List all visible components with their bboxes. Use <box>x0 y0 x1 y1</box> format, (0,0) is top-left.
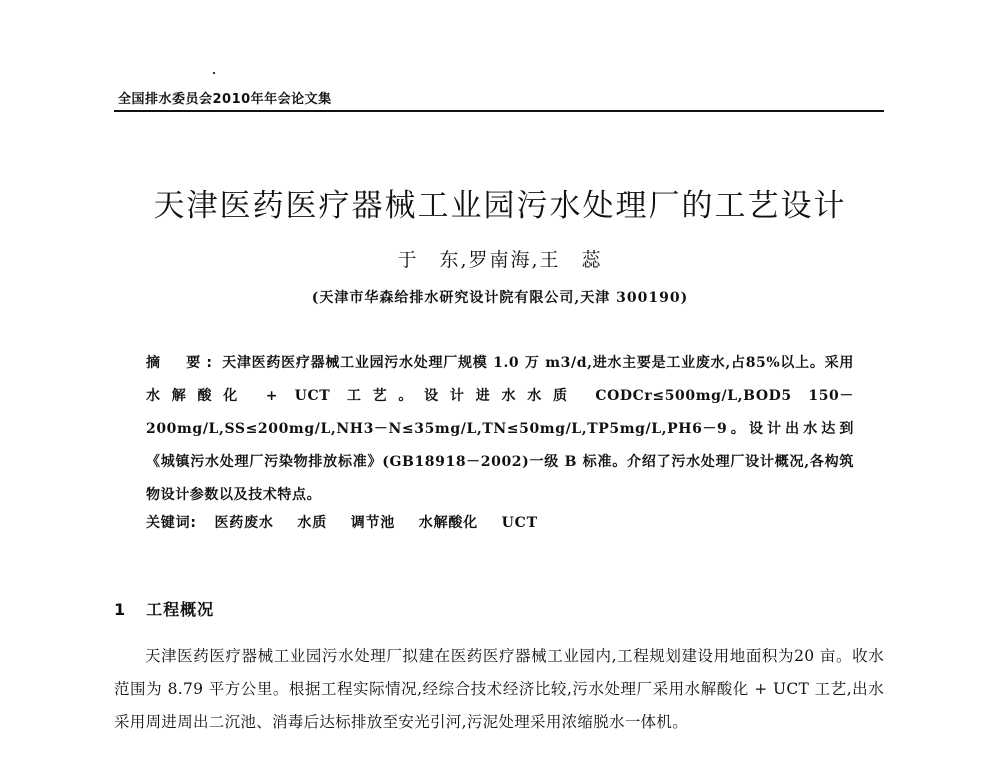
section-heading <box>114 597 214 620</box>
paper-title: 天津医药医疗器械工业园污水处理厂的工艺设计 <box>153 188 847 224</box>
abstract-label: 摘 要: <box>146 355 219 371</box>
keywords-label: 关键词: <box>146 515 197 531</box>
keyword-item: 水解酸化 <box>418 515 478 531</box>
affiliation: (天津市华森给排水研究设计院有限公司,天津 300190) <box>311 290 689 306</box>
keyword-item: 医药废水 <box>214 515 274 531</box>
header-rule <box>114 110 884 112</box>
keywords <box>146 512 556 532</box>
keyword-item: 水质 <box>297 515 327 531</box>
author-list: 于 东,罗南海,王 蕊 <box>397 249 603 271</box>
keyword-item: UCT <box>501 515 538 531</box>
running-header: 全国排水委员会2010年年会论文集 <box>118 92 332 107</box>
keyword-item: 调节池 <box>350 515 396 531</box>
section-number: 1 <box>114 600 127 619</box>
abstract <box>146 347 854 512</box>
body-paragraph: 天津医药医疗器械工业园污水处理厂拟建在医药医疗器械工业园内,工程规划建设用地面积为20 亩。收水范围为 8.79 平方公里。根据工程实际情况,经综合技术经济比较,污水处理厂采用水解酸化 + UCT 工艺,出水采用周进周出二沉池、消毒后达标排放至安光引河,污泥处理采用浓缩脱水一体机。 <box>114 647 884 731</box>
abstract-text: 天津医药医疗器械工业园污水处理厂规模 1.0 万 m3/d,进水主要是工业废水,占85%以上。采用水解酸化 + UCT 工艺。设计进水水质 CODCr≤500mg/L,BOD5 150－200mg/L,SS≤200mg/L,NH3－N≤35mg/L,TN≤50mg/L,TP5mg/L,PH6－9。设计出水达到《城镇污水处理厂污染物排放标准》(GB18918－2002)一级 B 标准。介绍了污水处理厂设计概况,各构筑物设计参数以及技术特点。 <box>146 355 854 503</box>
section-title: 工程概况 <box>146 600 215 619</box>
scan-speck <box>213 72 215 74</box>
